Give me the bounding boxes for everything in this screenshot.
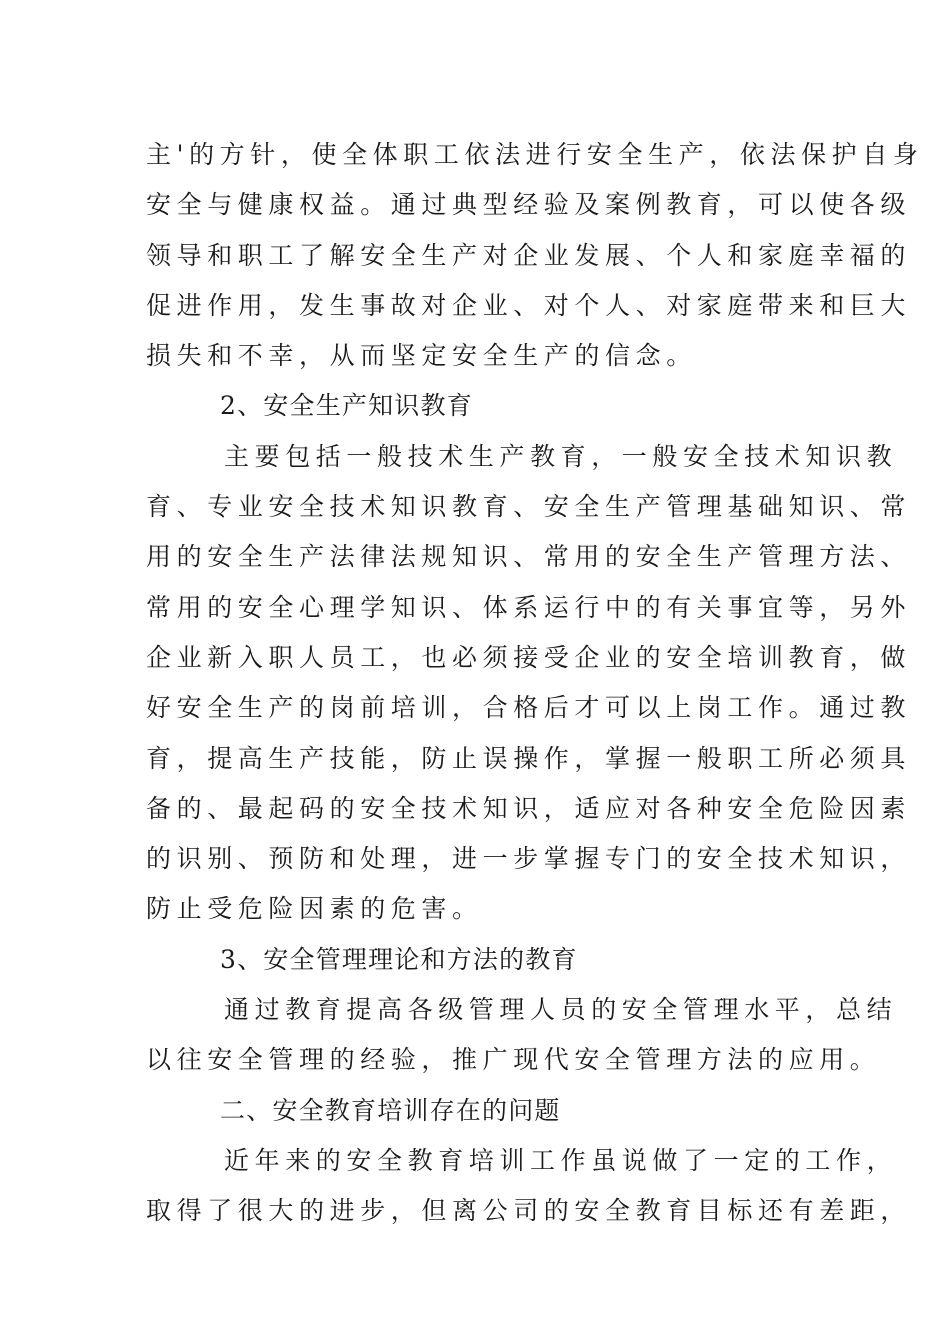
body-line: 取得了很大的进步，但离公司的安全教育目标还有差距， bbox=[146, 1196, 912, 1226]
body-line: 主要包括一般技术生产教育，一般安全技术知识教 bbox=[224, 441, 898, 471]
body-line: 育，提高生产技能，防止误操作，掌握一般职工所必须具 bbox=[146, 743, 912, 773]
body-line: 领导和职工了解安全生产对企业发展、个人和家庭幸福的 bbox=[146, 240, 912, 270]
body-line: 近年来的安全教育培训工作虽说做了一定的工作， bbox=[224, 1145, 898, 1175]
document-body bbox=[146, 130, 924, 1237]
body-line: 育、专业安全技术知识教育、安全生产管理基础知识、常 bbox=[146, 492, 912, 522]
section-heading: 3、安全管理理论和方法的教育 bbox=[220, 944, 578, 974]
body-line: 促进作用，发生事故对企业、对个人、对家庭带来和巨大 bbox=[146, 290, 912, 320]
section-heading: 二、安全教育培训存在的问题 bbox=[220, 1095, 561, 1125]
body-line: 通过教育提高各级管理人员的安全管理水平，总结 bbox=[224, 995, 898, 1025]
body-line: 企业新入职人员工，也必须接受企业的安全培训教育，做 bbox=[146, 642, 912, 672]
body-line: 主'的方针，使全体职工依法进行安全生产，依法保护自身 bbox=[146, 140, 924, 169]
body-line: 备的、最起码的安全技术知识，适应对各种安全危险因素 bbox=[146, 793, 912, 823]
body-line: 损失和不幸，从而坚定安全生产的信念。 bbox=[146, 341, 697, 371]
body-line: 常用的安全心理学知识、体系运行中的有关事宜等，另外 bbox=[146, 592, 912, 622]
body-line: 用的安全生产法律法规知识、常用的安全生产管理方法、 bbox=[146, 542, 912, 572]
body-line: 安全与健康权益。通过典型经验及案例教育，可以使各级 bbox=[146, 190, 912, 220]
section-heading: 2、安全生产知识教育 bbox=[220, 391, 473, 421]
body-line: 以往安全管理的经验，推广现代安全管理方法的应用。 bbox=[146, 1045, 881, 1075]
body-line: 的识别、预防和处理，进一步掌握专门的安全技术知识， bbox=[146, 844, 912, 874]
body-line: 好安全生产的岗前培训，合格后才可以上岗工作。通过教 bbox=[146, 693, 912, 723]
body-line: 防止受危险因素的危害。 bbox=[146, 894, 483, 924]
